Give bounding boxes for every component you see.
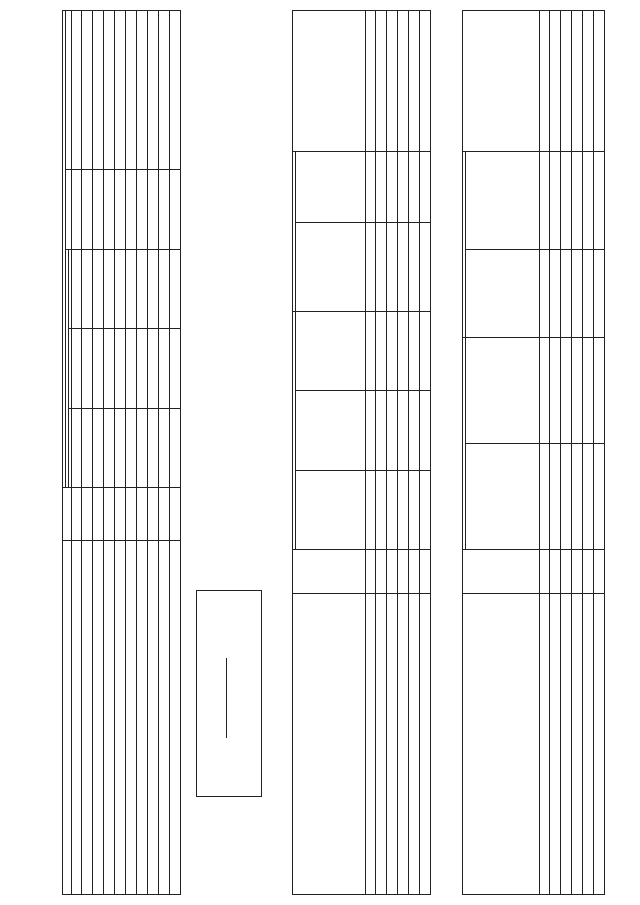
- col-number: [366, 391, 376, 471]
- header-c4: [296, 223, 366, 311]
- col-number: [72, 488, 82, 541]
- x-mark: [148, 11, 159, 170]
- table-subsidy-distribution: [462, 10, 605, 895]
- header-c2: [466, 338, 540, 444]
- col-number: [366, 311, 376, 391]
- table-row: [550, 11, 561, 895]
- row-name: [572, 594, 583, 895]
- col-number: [540, 550, 550, 594]
- header-code: [63, 488, 72, 541]
- col-number: [72, 541, 82, 895]
- row-code: [93, 488, 104, 541]
- table-row: [398, 11, 409, 895]
- col-number: [72, 408, 82, 488]
- row-code: [561, 550, 572, 594]
- summary-row: [148, 11, 159, 895]
- header-c3: [296, 311, 366, 391]
- fraction-bar: [226, 658, 227, 738]
- row-name: [398, 594, 409, 895]
- header-c2: [296, 391, 366, 471]
- table-row: [572, 11, 583, 895]
- total-code: [594, 550, 605, 594]
- table-row: [376, 11, 387, 895]
- summary-code: [159, 488, 170, 541]
- row-name: [126, 541, 137, 895]
- header-c6: [463, 11, 540, 152]
- col-number: [72, 170, 82, 250]
- col-number: [540, 249, 550, 337]
- header-subject: [63, 541, 72, 895]
- summary-code: [170, 488, 181, 541]
- header-subject: [463, 594, 540, 895]
- col-number: [366, 152, 376, 223]
- header-c4: [466, 249, 540, 337]
- summary-code: [148, 488, 159, 541]
- header-c1: [466, 444, 540, 550]
- header-code: [293, 550, 366, 594]
- row-name: [583, 594, 594, 895]
- col-number: [540, 444, 550, 550]
- row-name: [409, 594, 420, 895]
- row-name: [550, 594, 561, 895]
- col-number: [540, 338, 550, 444]
- col-number: [72, 11, 82, 170]
- col-number: [72, 249, 82, 329]
- row-code: [572, 550, 583, 594]
- total-row: [594, 11, 605, 895]
- table-row: [137, 11, 148, 895]
- col-number: [540, 11, 550, 152]
- col-number: [366, 550, 376, 594]
- table-row: [387, 11, 398, 895]
- row-name: [387, 594, 398, 895]
- header-c7: [293, 11, 366, 153]
- table-row: [104, 11, 115, 895]
- row-code: [387, 550, 398, 594]
- total-code: [420, 550, 431, 594]
- row-code: [104, 488, 115, 541]
- total-row: [420, 11, 431, 895]
- row-code: [409, 550, 420, 594]
- summary-row: [159, 11, 170, 895]
- row-name: [93, 541, 104, 895]
- summary-label: [159, 541, 170, 895]
- row-code: [376, 550, 387, 594]
- row-code: [550, 550, 561, 594]
- col-number: [366, 223, 376, 311]
- row-name: [104, 541, 115, 895]
- table-row: [82, 11, 93, 895]
- row-code: [126, 488, 137, 541]
- row-code: [583, 550, 594, 594]
- col-number: [540, 594, 550, 895]
- row-code: [137, 488, 148, 541]
- row-code: [398, 550, 409, 594]
- summary-row: [170, 11, 181, 895]
- header-c1: [296, 470, 366, 550]
- col-number: [366, 594, 376, 895]
- table-row: [561, 11, 572, 895]
- header-subject: [293, 594, 366, 895]
- total-label: [594, 594, 605, 895]
- col-number: [366, 11, 376, 153]
- row-name: [137, 541, 148, 895]
- x-mark: [159, 11, 170, 170]
- table-row: [409, 11, 420, 895]
- table-distribution-volume: [62, 10, 181, 895]
- table-subsidy-per-subject: [292, 10, 431, 895]
- col-number: [540, 152, 550, 249]
- col-number: [72, 329, 82, 409]
- total-label: [420, 594, 431, 895]
- table-row: [115, 11, 126, 895]
- table-row: [583, 11, 594, 895]
- row-name: [115, 541, 126, 895]
- row-code: [115, 488, 126, 541]
- summary-label: [148, 541, 159, 895]
- summary-label: [170, 541, 181, 895]
- table-row: [126, 11, 137, 895]
- header-c5: [466, 152, 540, 249]
- row-name: [82, 541, 93, 895]
- row-name: [561, 594, 572, 895]
- header-code: [463, 550, 540, 594]
- table-row: [93, 11, 104, 895]
- row-name: [376, 594, 387, 895]
- col-number: [366, 470, 376, 550]
- formula-box: [196, 590, 262, 797]
- header-c5: [296, 152, 366, 223]
- row-code: [82, 488, 93, 541]
